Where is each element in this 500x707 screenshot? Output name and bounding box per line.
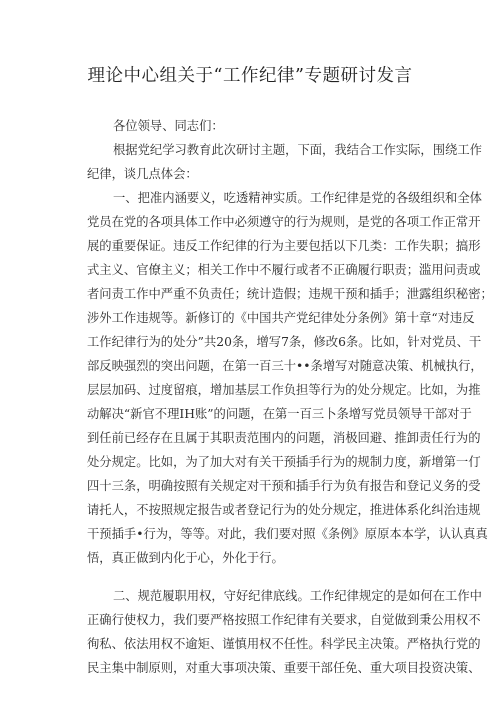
text-line: 党员在党的各项具体工作中必须遵守的行为规则，是党的各项工作正常开 [87,215,481,229]
text-line: 式主义、官僚主义；相关工作中不履行或者不正确履行职责；滥用问责或 [87,263,481,277]
text-line: 展的重要保证。违反工作纪律的行为主要包括以下几类：工作失职；搞形 [87,239,481,253]
text-line: 悟，真正做到内化于心，外化于行。 [87,551,284,565]
text-line: 到任前已经存在且属于其职责范围内的问题，消极回避、推卸责任行为的 [87,431,481,445]
text-line: 四十三条，明确按照有关规定对干预和插手行为负有报告和登记义务的受 [87,479,481,493]
document-title: 理论中心组关于“工作纪律”专题研讨发言 [87,66,413,86]
paragraph-gap [87,570,425,584]
document-body [87,114,493,680]
text-line: 民主集中制原则，对重大事项决策、重要干部任免、重大项目投资决策、 [87,661,481,675]
text-line: 根据党纪学习教育此次研讨主题，下面，我结合工作实际，围绕工作 [113,143,482,157]
text-line: 工作纪律行为的处分”共20条，增写7条，修改6条。比如，针对党员、干 [87,335,482,349]
text-line: 各位领导、同志们： [113,119,224,133]
text-line: 二、规范履职用权，守好纪律底线。工作纪律规定的是如何在工作中 [113,589,482,603]
text-line: 一、把准内涵要义，吃透精神实质。工作纪律是党的各级组织和全体 [113,191,482,205]
text-line: 涉外工作违规等。新修订的《中国共产党纪律处分条例》第十章“对违反 [87,311,475,325]
text-line: 纪律，谈几点体会： [87,167,198,181]
text-line: 正确行使权力，我们要严格按照工作纪律有关要求，自觉做到秉公用权不 [87,613,481,627]
text-line: 动解决“新官不理IH账”的问题，在第一百三卜条增写党员领导干部对于 [87,407,472,421]
text-line: 层层加码、过度留痕，增加基层工作负担等行为的处分规定。比如，为推 [87,383,481,397]
text-line: 干预插手•行为，等等。对此，我们要对照《条例》原原本本学，认认真真 [87,527,488,541]
text-line: 请托人，不按照规定报告或者登记行为的处分规定，推进体系化纠治违规 [87,503,481,517]
text-line: 者问责工作中严重不负责任；统计造假；违规干预和插手；泄露组织秘密； [87,287,493,301]
text-line: 徇私、依法用权不逾矩、谨慎用权不任性。科学民主决策。严格执行党的 [87,637,481,651]
text-line: 部反映强烈的突出问题，在第一百三十••条增写对随意决策、机械执行， [87,359,483,373]
text-line: 处分规定。比如，为了加大对有关干预插手行为的规制力度，新增第一仃 [87,455,481,469]
